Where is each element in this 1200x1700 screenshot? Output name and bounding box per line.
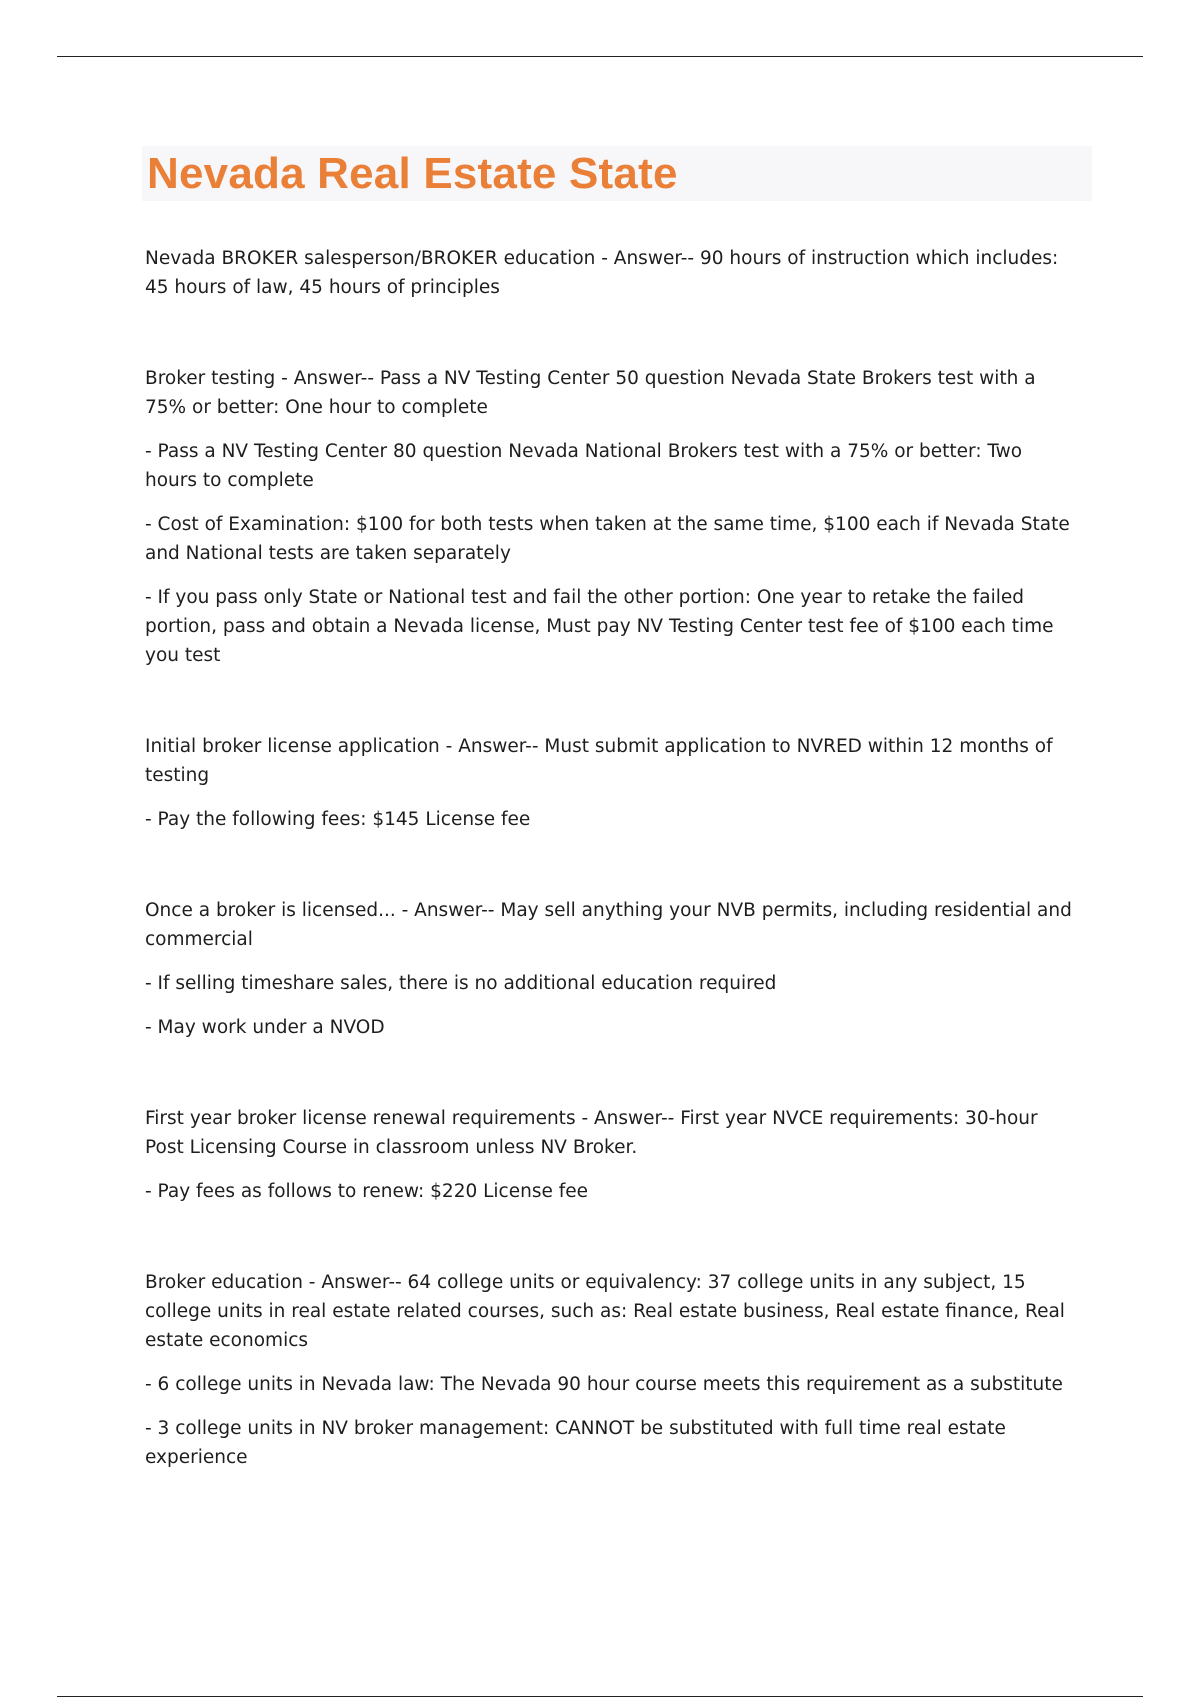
- bottom-rule: [57, 1696, 1143, 1697]
- qa-paragraph: - If you pass only State or National test and fail the other portion: One year to retake the failed portion, pass and obtain a Nevada license, Must pay NV Testing Center test fee of $100 each time you test: [145, 587, 1054, 666]
- qa-paragraph: - Pay the following fees: $145 License fee: [145, 809, 531, 830]
- qa-paragraph: Nevada BROKER salesperson/BROKER education - Answer-- 90 hours of instruction which includes: 45 hours of law, 45 hours of principles: [145, 248, 1059, 298]
- qa-paragraph: Broker education - Answer-- 64 college units or equivalency: 37 college units in any subject, 15 college units in real estate related courses, such as: Real estate business, Real estate finance, Real estate economics: [145, 1272, 1065, 1351]
- qa-paragraph: - 3 college units in NV broker management: CANNOT be substituted with full time real estate experience: [145, 1418, 1006, 1468]
- top-rule: [57, 56, 1143, 57]
- qa-entry: [145, 732, 1080, 834]
- document-body: [145, 244, 1080, 1534]
- qa-entry: [145, 244, 1080, 302]
- qa-paragraph: - Pay fees as follows to renew: $220 License fee: [145, 1181, 589, 1202]
- qa-paragraph: Broker testing - Answer-- Pass a NV Testing Center 50 question Nevada State Brokers test with a 75% or better: One hour to complete: [145, 368, 1036, 418]
- qa-paragraph: - If selling timeshare sales, there is no additional education required: [145, 973, 777, 994]
- qa-paragraph: - May work under a NVOD: [145, 1017, 385, 1038]
- qa-paragraph: Once a broker is licensed... - Answer-- May sell anything your NVB permits, including residential and commercial: [145, 900, 1072, 950]
- qa-entry: [145, 1104, 1080, 1206]
- qa-paragraph: - 6 college units in Nevada law: The Nevada 90 hour course meets this requirement as a substitute: [145, 1374, 1063, 1395]
- qa-entry: [145, 896, 1080, 1042]
- qa-paragraph: Initial broker license application - Answer-- Must submit application to NVRED within 12 months of testing: [145, 736, 1053, 786]
- document-title: Nevada Real Estate State: [147, 149, 678, 198]
- qa-entry: [145, 1268, 1080, 1472]
- qa-paragraph: - Cost of Examination: $100 for both tests when taken at the same time, $100 each if Nevada State and National tests are taken separately: [145, 514, 1070, 564]
- qa-paragraph: First year broker license renewal requirements - Answer-- First year NVCE requirements: 30-hour Post Licensing Course in classroom unless NV Broker.: [145, 1108, 1038, 1158]
- qa-entry: [145, 364, 1080, 670]
- qa-paragraph: - Pass a NV Testing Center 80 question Nevada National Brokers test with a 75% or better: Two hours to complete: [145, 441, 1023, 491]
